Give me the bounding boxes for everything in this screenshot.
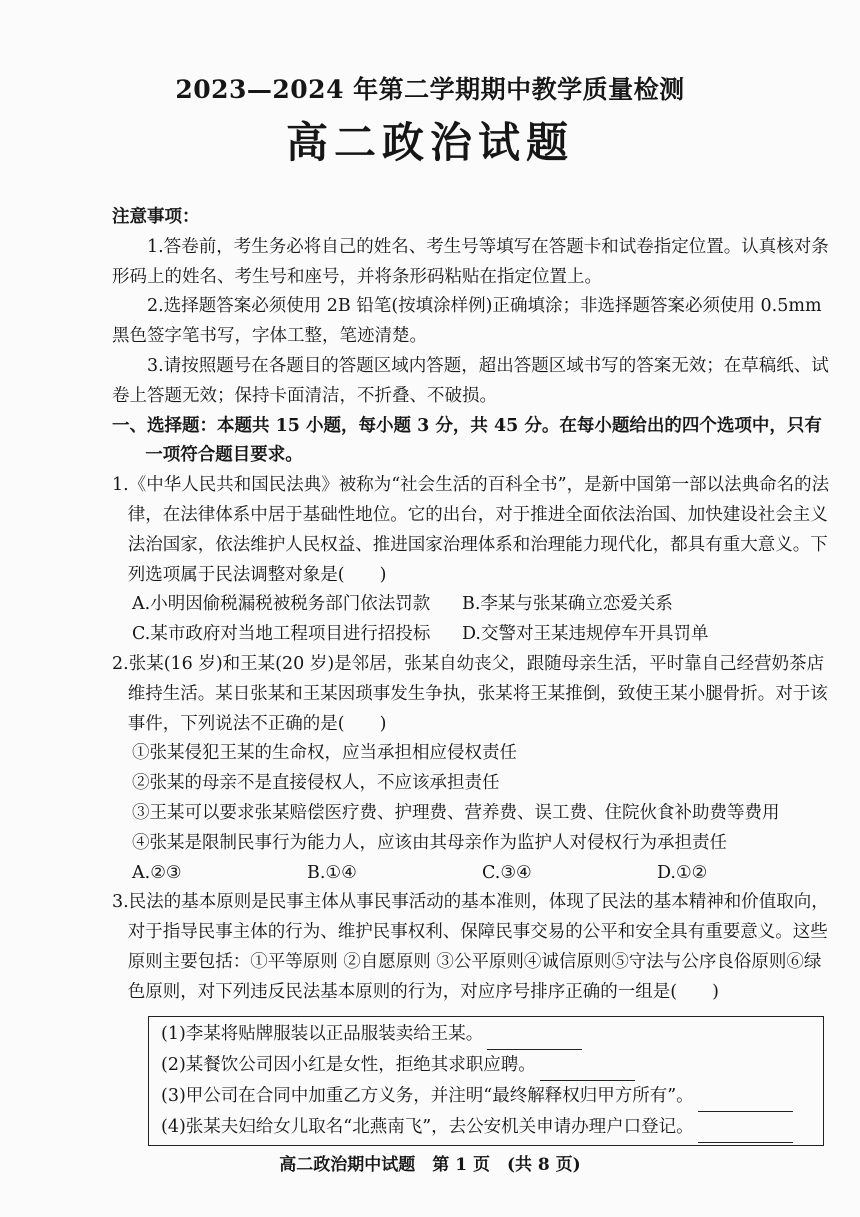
case-row-4: [161, 1112, 811, 1143]
case-row-3: [161, 1081, 811, 1112]
question-2-stem: 2.张某(16 岁)和王某(20 岁)是邻居，张某自幼丧父，跟随母亲生活，平时靠自己经营奶茶店维持生活。某日张某和王某因琐事发生争执，张某将王某推倒，致使王某小腿骨折。对于该事件，下列说法不正确的是( ): [112, 653, 828, 734]
case-row-2: [161, 1050, 811, 1081]
question-1-stem: 1.《中华人民共和国民法典》被称为“社会生活的百科全书”，是新中国第一部以法典命名的法律，在法律体系中居于基础性地位。它的出台，对于推进全面依法治国、加快建设社会主义法治国家，依法维护人民权益、推进国家治理体系和治理能力现代化，都具有重大意义。下列选项属于民法调整对象是( ): [112, 475, 830, 585]
subject-title: 高二政治试题: [285, 118, 574, 167]
q2-statement-2: ②张某的母亲不是直接侵权人，不应该承担责任: [132, 773, 500, 794]
question-2-options: [112, 859, 834, 889]
q2-statement-1: ①张某侵犯王某的生命权，应当承担相应侵权责任: [132, 743, 517, 764]
question-1-options-row-2: [112, 620, 834, 650]
q2-option-a: A.②③: [132, 862, 182, 883]
notice-item-3: 3.请按照题号在各题目的答题区域内答题，超出答题区域书写的答案无效；在草稿纸、试卷上答题无效；保持卡面清洁，不折叠、不破损。: [112, 355, 829, 406]
question-3-case-box: [148, 1016, 824, 1146]
exam-title: 2023—2024 年第二学期期中教学质量检测: [175, 75, 685, 104]
case-text-4: (4)张某夫妇给女儿取名“北燕南飞”，去公安机关申请办理户口登记。: [161, 1116, 694, 1137]
q1-option-d: D.交警对王某违规停车开具罚单: [462, 624, 709, 645]
answer-blank-2: [540, 1060, 635, 1081]
q1-option-c: C.某市政府对当地工程项目进行招投标: [132, 624, 431, 645]
answer-blank-1: [487, 1029, 582, 1050]
answer-blank-3: [698, 1091, 793, 1112]
q1-option-a: A.小明因偷税漏税被税务部门依法罚款: [132, 594, 431, 615]
q2-statement-3: ③王某可以要求张某赔偿医疗费、护理费、营养费、误工费、住院伙食补助费等费用: [132, 802, 780, 823]
q2-option-c: C.③④: [482, 862, 532, 883]
notice-item-2: 2.选择题答案必须使用 2B 铅笔(按填涂样例)正确填涂；非选择题答案必须使用 0.5mm 黑色签字笔书写，字体工整，笔迹清楚。: [112, 296, 822, 347]
q1-option-b: B.李某与张某确立恋爱关系: [462, 594, 673, 615]
notice-item-1: 1.答卷前，考生务必将自己的姓名、考生号等填写在答题卡和试卷指定位置。认真核对条形码上的姓名、考生号和座号，并将条形码粘贴在指定位置上。: [112, 236, 829, 287]
q2-option-b: B.①④: [307, 862, 357, 883]
case-row-1: [161, 1019, 811, 1050]
case-text-3: (3)甲公司在合同中加重乙方义务，并注明“最终解释权归甲方所有”。: [161, 1085, 694, 1106]
question-1-options-row-1: [112, 590, 834, 620]
question-3-stem: 3.民法的基本原则是民事主体从事民事活动的基本准则，体现了民法的基本精神和价值取向，对于指导民事主体的行为、维护民事权利、保障民事交易的公平和安全具有重要意义。这些原则主要包括：①平等原则 ②自愿原则 ③公平原则④诚信原则⑤守法与公序良俗原则⑥绿色原则，对下列违反民法基本原则的行为，对应序号排序正确的一组是( ): [112, 892, 829, 1002]
q2-statement-4: ④张某是限制民事行为能力人，应该由其母亲作为监护人对侵权行为承担责任: [132, 832, 727, 853]
notice-heading: 注意事项：: [112, 207, 200, 227]
page-footer: 高二政治期中试题 第 1 页 (共 8 页): [279, 1155, 581, 1175]
case-text-2: (2)某餐饮公司因小红是女性，拒绝其求职应聘。: [161, 1054, 536, 1075]
answer-blank-4: [698, 1122, 793, 1143]
section-heading: 一、选择题：本题共 15 小题，每小题 3 分，共 45 分。在每小题给出的四个选项中，只有一项符合题目要求。: [112, 415, 822, 466]
exam-body: [112, 203, 834, 1146]
case-text-1: (1)李某将贴牌服装以正品服装卖给王某。: [161, 1023, 484, 1044]
q2-option-d: D.①②: [657, 862, 708, 883]
